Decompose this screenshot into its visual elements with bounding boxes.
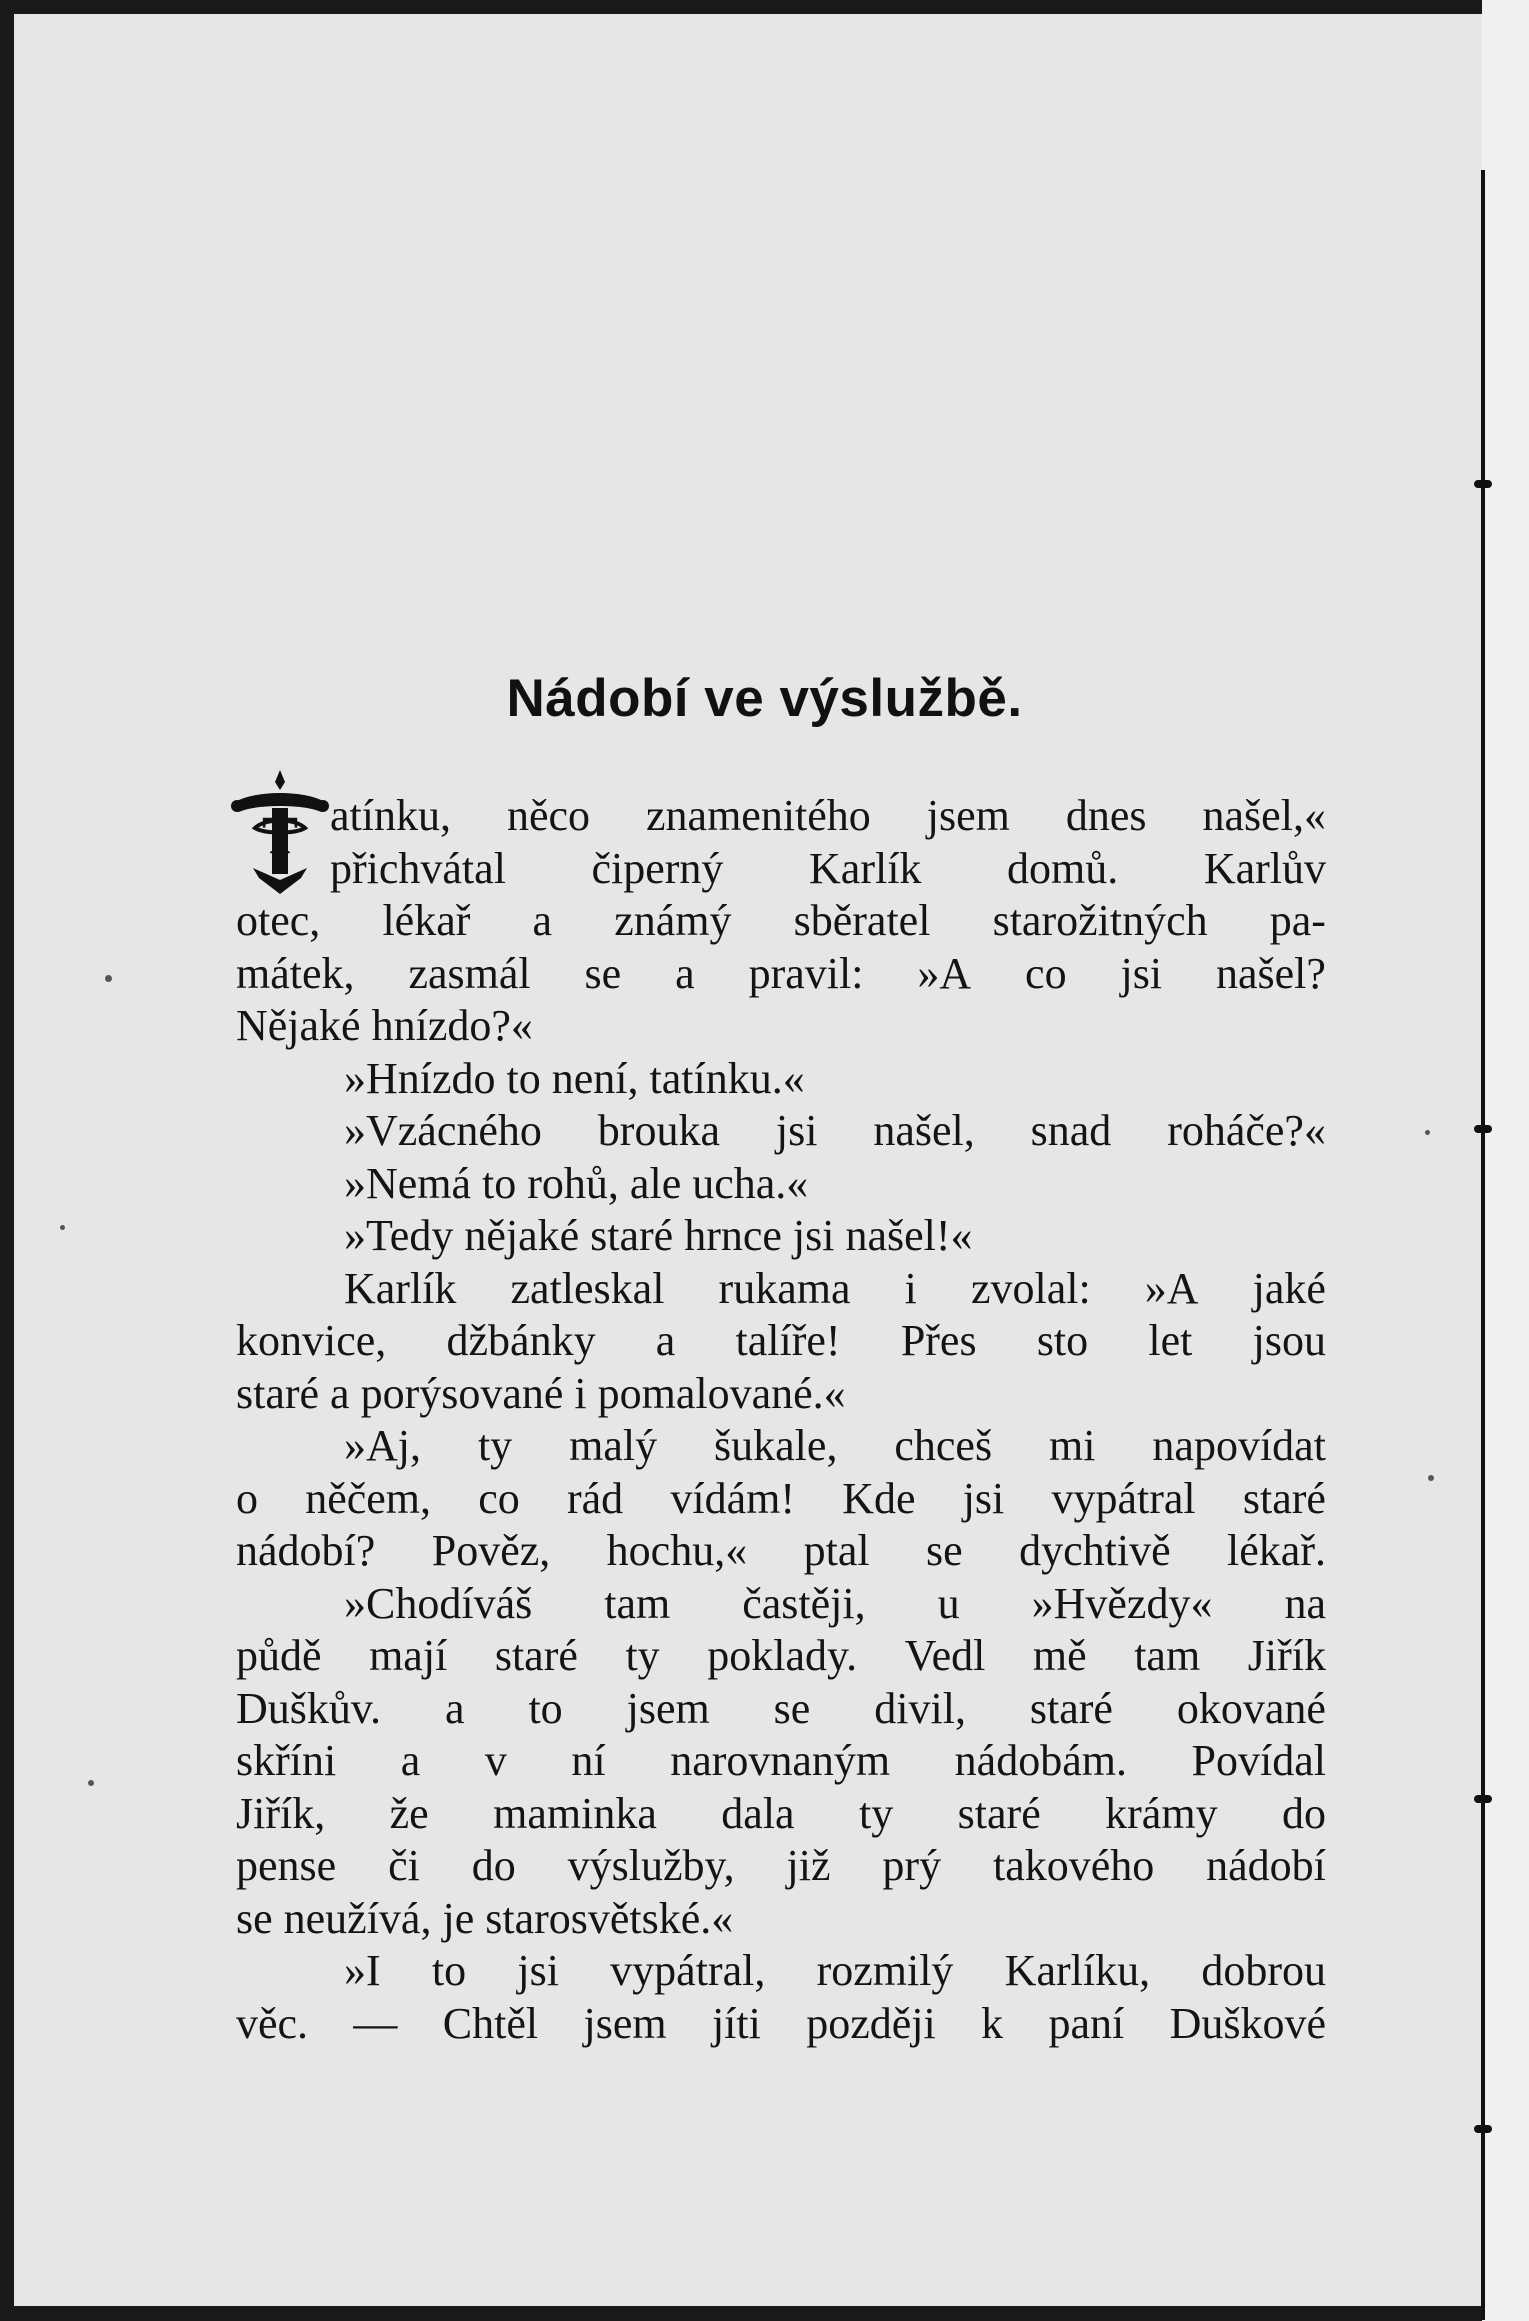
word: a (655, 1316, 676, 1365)
text-line (236, 1263, 1326, 1316)
word: častěji, (742, 1578, 866, 1628)
svg-text:T: T (261, 805, 299, 865)
text-line: staré a porýsované i pomalované.« (236, 1368, 846, 1418)
word: Vedl (904, 1631, 986, 1680)
word: Přes (900, 1316, 977, 1365)
word: v (484, 1736, 507, 1785)
word: lékař (382, 896, 471, 945)
word: takového (992, 1841, 1155, 1890)
paper-speck (1428, 1475, 1434, 1481)
word: dychtivě (1019, 1526, 1171, 1575)
word: ty (859, 1788, 894, 1838)
word: okované (1176, 1683, 1326, 1733)
word: lékař. (1227, 1526, 1326, 1575)
word: let (1148, 1316, 1193, 1365)
text-line (236, 1735, 1326, 1788)
word: našel? (1216, 948, 1326, 998)
text-line (236, 1473, 1326, 1526)
word: Karlíku, (1004, 1946, 1151, 1995)
word: nádobí (1206, 1841, 1326, 1890)
word: čiperný (591, 843, 724, 893)
word: »Chodíváš (344, 1578, 533, 1628)
word: a (444, 1683, 465, 1733)
word: dnes (1065, 791, 1147, 840)
word: jaké (1252, 1263, 1326, 1313)
word: Povídal (1191, 1736, 1326, 1785)
word: maminka (493, 1788, 657, 1838)
word: se (773, 1683, 811, 1733)
word: něčem, (305, 1473, 432, 1523)
word: tam (604, 1578, 671, 1628)
word: snad (1030, 1106, 1112, 1155)
word: později (806, 1998, 936, 2048)
word: pravil: (748, 948, 864, 998)
binding-mark (1474, 2125, 1492, 2133)
word: jsem (626, 1683, 710, 1733)
text-line (236, 1420, 1326, 1473)
binding-mark (1474, 1125, 1492, 1133)
word: i (904, 1263, 917, 1313)
word: hochu,« (606, 1526, 748, 1575)
text-line (236, 1840, 1326, 1893)
word: jsi (775, 1106, 818, 1155)
word: našel, (873, 1106, 975, 1155)
text-line: »Nemá to rohů, ale ucha.« (344, 1158, 809, 1208)
word: »A (1144, 1263, 1199, 1313)
word: jsou (1252, 1316, 1326, 1365)
word: nádobí? (236, 1526, 376, 1575)
word: Duškové (1169, 1998, 1326, 2048)
word: mě (1032, 1631, 1087, 1680)
text-line: se neužívá, je starosvětské.« (236, 1893, 734, 1943)
word: zasmál (408, 948, 531, 998)
word: tam (1134, 1631, 1201, 1680)
word: se (584, 948, 622, 998)
word: paní (1048, 1998, 1125, 2048)
word: mátek, (236, 948, 355, 998)
word: jsi (962, 1473, 1005, 1523)
word: staré (494, 1631, 578, 1680)
word: staré (1029, 1683, 1113, 1733)
word: šukale, (714, 1421, 838, 1470)
text-line: »Hnízdo to není, tatínku.« (344, 1053, 805, 1103)
word: již (786, 1841, 831, 1890)
word: rukama (718, 1263, 851, 1313)
word: ty (477, 1421, 513, 1470)
word: »A (917, 948, 972, 998)
word: divil, (874, 1683, 966, 1733)
word: jsem (926, 791, 1010, 840)
binding-edge-line (1481, 170, 1485, 2320)
word: jsi (517, 1946, 559, 1995)
word: napovídat (1152, 1421, 1326, 1470)
text-line (236, 895, 1326, 948)
word: že (389, 1788, 429, 1838)
word: Jiřík, (236, 1788, 326, 1838)
body-text (236, 790, 1326, 2050)
word: do (471, 1841, 516, 1890)
text-line (236, 1315, 1326, 1368)
word: rád (566, 1473, 624, 1523)
word: sběratel (793, 896, 931, 945)
word: »Aj, (344, 1421, 421, 1470)
word: dala (721, 1788, 795, 1838)
text-line (236, 1788, 1326, 1841)
text-line: »Tedy nějaké staré hrnce jsi našel!« (344, 1211, 973, 1260)
word: znamenitého (646, 791, 871, 840)
word: přichvátal (330, 843, 506, 893)
word: sto (1036, 1316, 1089, 1365)
word: mají (369, 1631, 448, 1680)
word: »Hvězdy« (1031, 1578, 1213, 1628)
text-line (236, 790, 1326, 843)
text-line (236, 1683, 1326, 1736)
word: to (431, 1946, 467, 1995)
word: chceš (894, 1421, 993, 1470)
word: jsi (1120, 948, 1163, 998)
word: — (353, 1998, 398, 2048)
word: domů. (1007, 843, 1119, 893)
word: něco (506, 791, 591, 840)
word: vypátral, (610, 1946, 766, 1995)
text-line (236, 1525, 1326, 1578)
word: prý (882, 1841, 942, 1890)
word: staré (957, 1788, 1041, 1838)
binding-mark (1474, 480, 1492, 488)
word: Karlík (344, 1263, 457, 1313)
word: výslužby, (567, 1841, 735, 1890)
word: k (981, 1998, 1004, 2048)
word: narovnaným (670, 1736, 891, 1785)
word: zvolal: (970, 1263, 1091, 1313)
paper-speck (105, 975, 112, 982)
word: našel,« (1202, 791, 1326, 840)
binding-mark (1474, 1795, 1492, 1803)
word: »I (344, 1946, 381, 1995)
word: nádobám. (954, 1736, 1127, 1785)
word: rozmilý (816, 1946, 954, 1995)
word: Karlík (809, 843, 922, 893)
word: Karlův (1203, 843, 1326, 893)
word: džbánky (446, 1316, 596, 1365)
word: ty (625, 1631, 660, 1680)
word: se (926, 1526, 963, 1575)
word: vídám! (670, 1473, 795, 1523)
page-edge (1482, 0, 1529, 2321)
word: co (1025, 948, 1067, 998)
word: či (388, 1841, 420, 1890)
word: ní (571, 1736, 606, 1785)
text-line (236, 1578, 1326, 1631)
word: půdě (236, 1631, 322, 1680)
word: mi (1049, 1421, 1096, 1470)
word: jsem (583, 1998, 667, 2048)
text-line: Nějaké hnízdo?« (236, 1001, 533, 1050)
word: a (532, 896, 553, 945)
text-line (236, 1630, 1326, 1683)
word: krámy (1105, 1788, 1218, 1838)
word: malý (569, 1421, 658, 1470)
word: známý (614, 896, 732, 945)
word: vypátral (1051, 1473, 1196, 1523)
text-line (236, 843, 1326, 896)
paper-speck (88, 1780, 94, 1786)
word: o (236, 1473, 258, 1523)
word: Pověz, (431, 1526, 551, 1575)
chapter-title: Nádobí ve výslužbě. (506, 669, 1023, 728)
word: Kde (842, 1473, 916, 1523)
word: konvice, (236, 1316, 387, 1365)
word: Jiřík (1247, 1631, 1326, 1680)
word: staré (1242, 1473, 1326, 1523)
word: Duškův. (236, 1683, 382, 1733)
word: na (1284, 1578, 1326, 1628)
word: pa- (1269, 896, 1326, 945)
word: roháče?« (1167, 1106, 1326, 1155)
word: věc. (236, 1998, 309, 2048)
word: brouka (597, 1106, 720, 1155)
word: zatleskal (510, 1263, 665, 1313)
text-line (236, 1105, 1326, 1158)
word: starožitných (992, 896, 1208, 945)
word: pense (236, 1841, 337, 1890)
word: u (937, 1578, 960, 1628)
word: do (1281, 1788, 1326, 1838)
word: atínku, (330, 791, 451, 840)
word: jíti (711, 1998, 761, 2048)
word: dobrou (1201, 1946, 1326, 1995)
word: poklady. (707, 1631, 858, 1680)
word: »Vzácného (344, 1106, 542, 1155)
word: Chtěl (442, 1998, 539, 2048)
word: co (478, 1473, 520, 1523)
text-line (236, 948, 1326, 1001)
word: otec, (236, 896, 321, 945)
text-line (236, 1945, 1326, 1998)
text-line (236, 1998, 1326, 2051)
word: skříni (236, 1736, 337, 1785)
word: a (675, 948, 695, 998)
word: talíře! (735, 1316, 841, 1365)
word: ptal (803, 1526, 870, 1575)
paper-speck (60, 1225, 65, 1230)
paper-speck (1425, 1130, 1430, 1135)
word: a (400, 1736, 421, 1785)
word: to (528, 1683, 563, 1733)
